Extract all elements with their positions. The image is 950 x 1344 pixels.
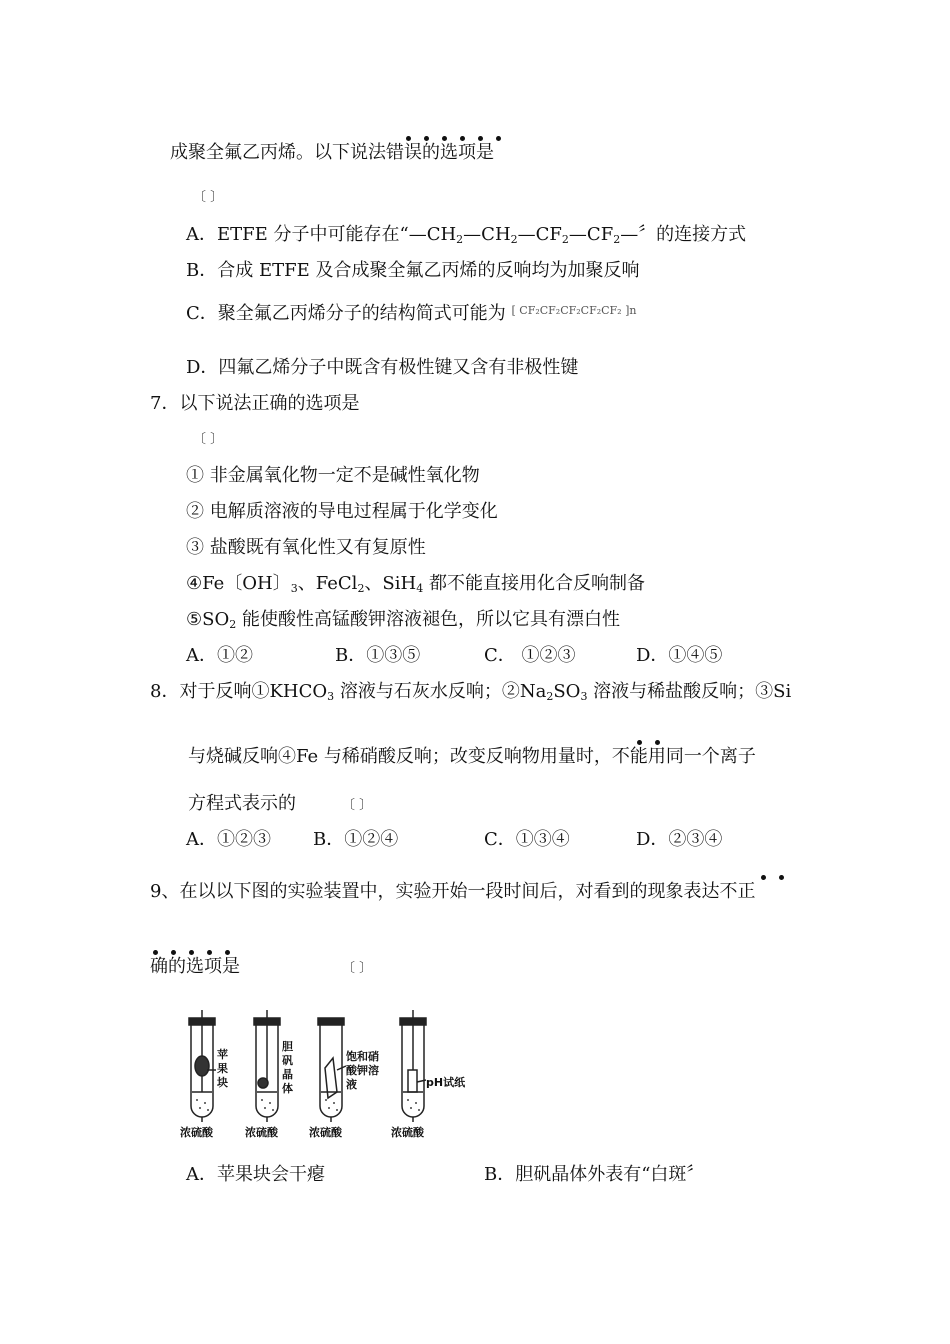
q6-option-d: D．四氟乙烯分子中既含有极性键又含有非极性键: [186, 357, 579, 378]
q8-option-b: B．①②④: [313, 829, 399, 850]
emphasis-dots: [153, 945, 230, 955]
tube3-bottom-label: 浓硫酸: [309, 1126, 342, 1139]
emphasis-dots: [637, 735, 660, 745]
tube1-label: 苹果块: [217, 1048, 228, 1089]
q6-answer-bracket: 〔 〕: [193, 190, 224, 205]
q6-option-a: A．ETFE 分子中可能存在“$—CH_2—CH_2—CF_2—CF_2—$〞的连接方式: [186, 224, 747, 246]
q7-statement-3: ③ 盐酸既有氧化性又有复原性: [186, 537, 426, 558]
q6-option-b: B．合成 ETFE 及合成聚全氟乙丙烯的反响均为加聚反响: [186, 260, 640, 281]
q8-option-d: D．②③④: [636, 829, 723, 850]
q7-option-c: C． ①②③: [484, 645, 576, 666]
tube1-bottom-label: 浓硫酸: [180, 1126, 213, 1139]
emphasis-dots: [761, 870, 784, 880]
q9-stem-line1: 9、在以以下图的实验装置中，实验开始一段时间后，对看到的现象表达不正: [150, 881, 756, 902]
q7-option-a: A．①②: [186, 645, 253, 666]
q7-option-d: D．①④⑤: [636, 645, 723, 666]
tube3-label: 饱和硝酸钾溶液: [346, 1050, 379, 1091]
tube2-label: 胆矾晶体: [282, 1040, 293, 1095]
q6-stem: 成聚全氟乙丙烯。以下说法错误的选项是: [170, 142, 494, 163]
tube4-label: pH试纸: [426, 1076, 466, 1089]
q7-stem: 7．以下说法正确的选项是: [150, 393, 360, 414]
tube2-bottom-label: 浓硫酸: [245, 1126, 278, 1139]
polymer-formula: [ CF₂CF₂CF₂CF₂CF₂ ]n: [511, 304, 637, 317]
q8-stem-line2: 与烧碱反响④Fe 与稀硝酸反响；改变反响物用量时，不能用同一个离子: [188, 746, 756, 767]
q7-statement-1: ① 非金属氧化物一定不是碱性氧化物: [186, 465, 480, 486]
q9-stem-line2: 确的选项是: [150, 956, 240, 977]
q9-option-b: B．胆矾晶体外表有“白斑〞: [484, 1164, 705, 1185]
q8-option-c: C．①③④: [484, 829, 570, 850]
q8-stem-line1: 8．对于反响$①KHCO_3$ 溶液与石灰水反响；$②Na_2SO_3$ 溶液与稀盐酸反响；③Si: [150, 681, 792, 703]
q7-answer-bracket: 〔 〕: [193, 432, 224, 447]
q8-stem-line3: 方程式表示的: [188, 793, 296, 814]
q7-statement-4: ④Fe〔OH〕$_3$、FeCl$_2$、SiH$_4$ 都不能直接用化合反响制备: [186, 573, 645, 595]
q7-option-b: B．①③⑤: [335, 645, 421, 666]
q8-answer-bracket: 〔 〕: [342, 798, 373, 813]
q9-answer-bracket: 〔 〕: [342, 961, 373, 976]
q8-option-a: A．①②③: [186, 829, 271, 850]
q7-statement-2: ② 电解质溶液的导电过程属于化学变化: [186, 501, 498, 522]
q6-option-c: C．聚全氟乙丙烯分子的结构简式可能为 $^{[ CF_2CF_2CF_2CF_2CF_2 ]n}$: [186, 303, 637, 324]
q7-statement-5: $⑤SO_2$ 能使酸性高锰酸钾溶液褪色，所以它具有漂白性: [186, 609, 620, 631]
emphasis-dots: [406, 131, 501, 141]
q9-option-a: A．苹果块会干瘪: [186, 1164, 325, 1185]
tube4-bottom-label: 浓硫酸: [391, 1126, 424, 1139]
experiment-figure: [180, 1008, 470, 1140]
